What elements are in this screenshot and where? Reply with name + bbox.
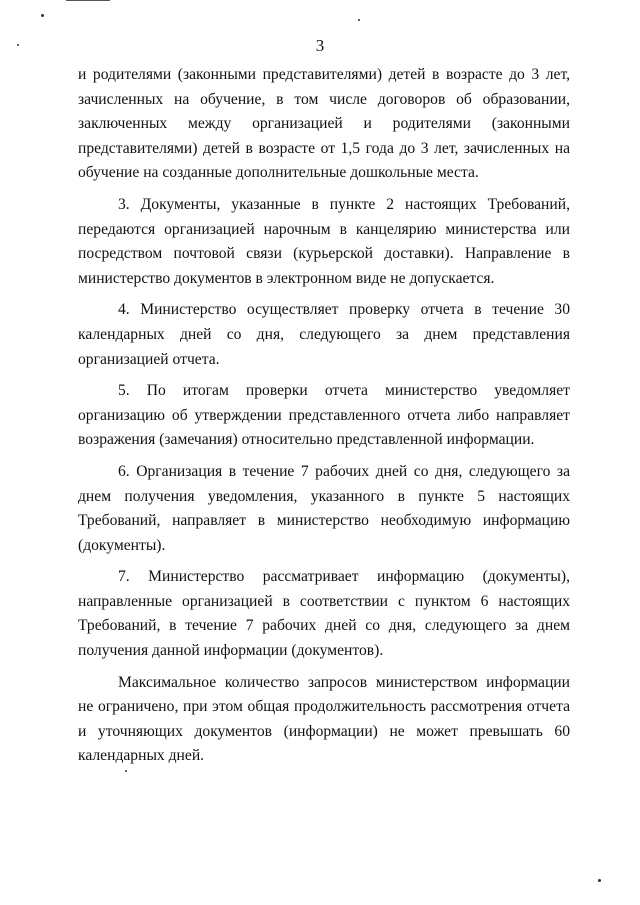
paragraph-max-requests: Максимальное количество запросов министерством информации не ограничено, при этом общая продолжительность рассмотрения отчета и уточняющих документов (информации) не может превышать 60 календарных дней. [78, 673, 570, 765]
paragraph-item-5: 5. По итогам проверки отчета министерство уведомляет организацию об утверждении представленного отчета либо направляет возражения (замечания) относительно представленной информации. [78, 382, 570, 449]
scan-speck [598, 879, 601, 882]
paragraph-item-4: 4. Министерство осуществляет проверку отчета в течение 30 календарных дней со дня, следующего за днем представления организацией отчета. [78, 301, 570, 368]
paragraph-item-3: 3. Документы, указанные в пункте 2 настоящих Требований, передаются организацией нарочным в канцелярию министерства или посредством почтовой связи (курьерской доставки). Направление в министерство документов в электронном виде не допускается. [78, 195, 570, 287]
paragraph-item-6: 6. Организация в течение 7 рабочих дней со дня, следующего за днем получения уведомления, указанного в пункте 5 настоящих Требований, направляет в министерство необходимую информацию (документы). [78, 462, 570, 554]
page-number: 3 [315, 36, 325, 55]
paragraph-continuation: и родителями (законными представителями) детей в возрасте до 3 лет, зачисленных на обучение, в том числе договоров об образовании, заключенных между организацией и родителями (законными представителями) детей в возрасте от 1,5 года до 3 лет, зачисленных на обучение на созданные дополнительные дошкольные места. [78, 66, 570, 182]
scan-speck [358, 19, 360, 21]
scan-edge-line [66, 0, 110, 1]
document-body [78, 63, 570, 776]
paragraph-item-7: 7. Министерство рассматривает информацию (документы), направленные организацией в соответствии с пунктом 6 настоящих Требований, в течение 7 рабочих дней со дня, следующего за днем получения данной информации (документов). [78, 568, 570, 660]
scan-speck [41, 14, 44, 17]
